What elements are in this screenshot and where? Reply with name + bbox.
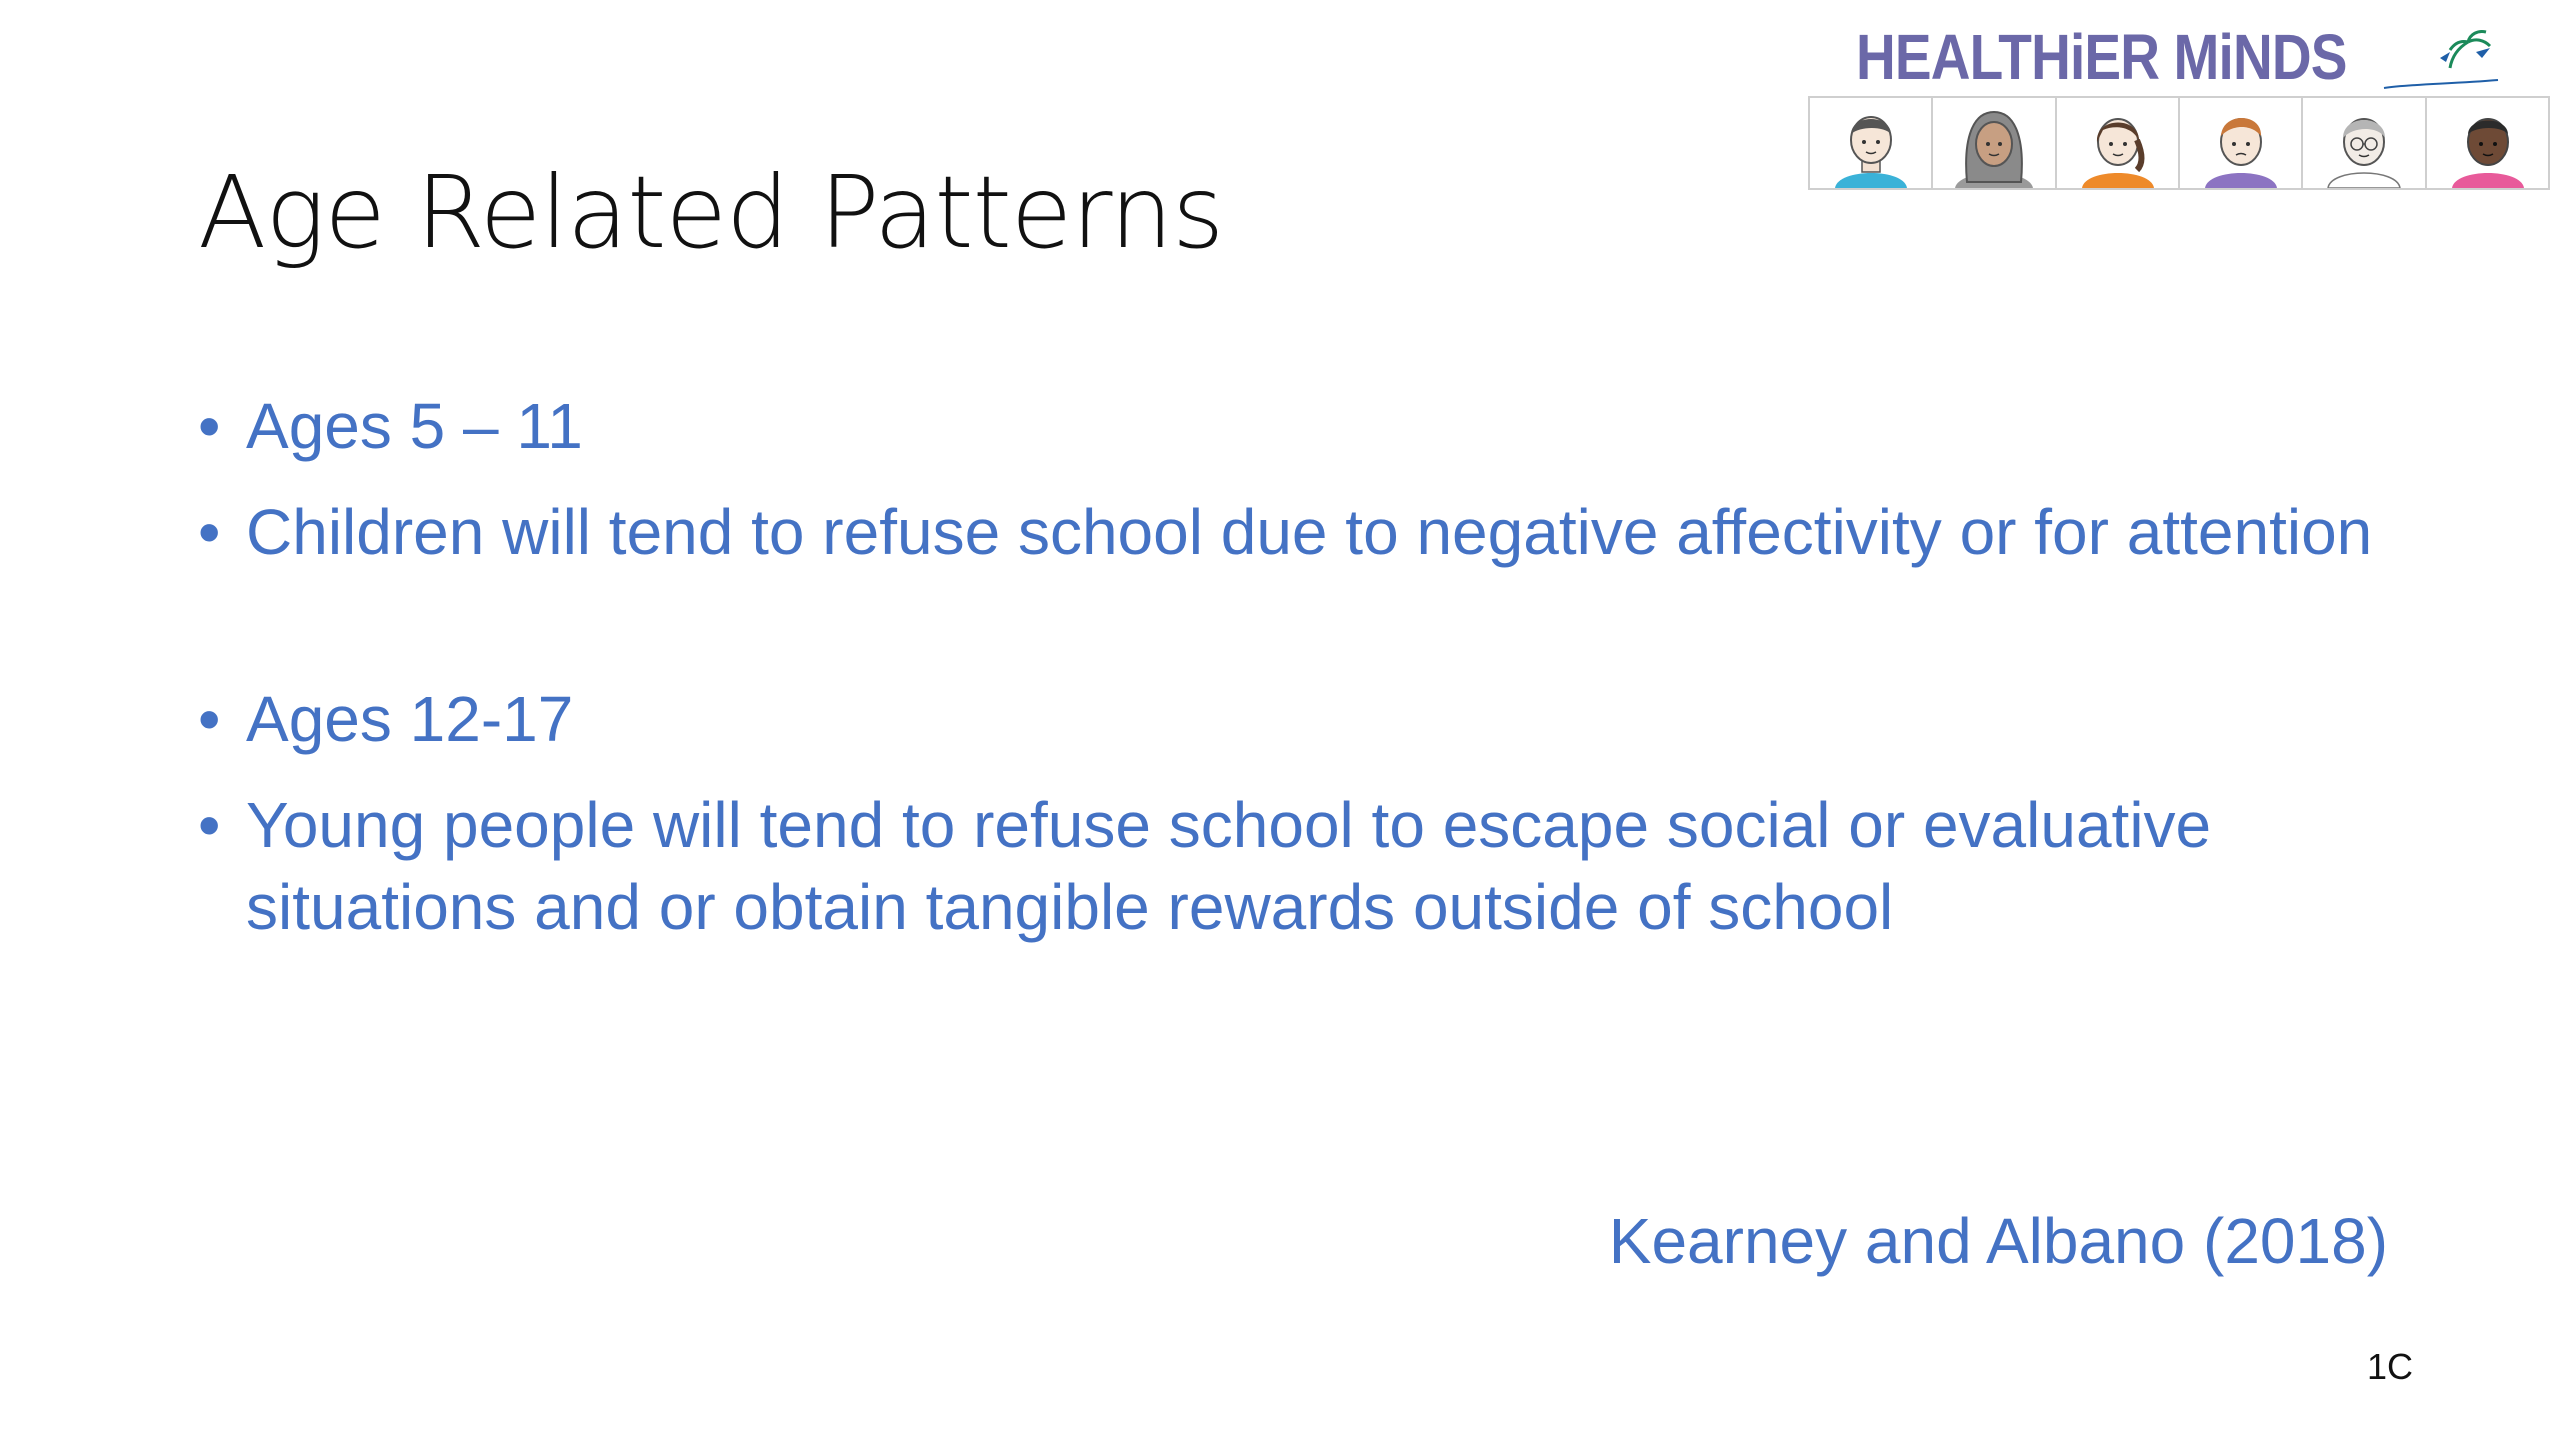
bullet-item — [198, 678, 2428, 760]
slide-number: 1C — [2366, 1346, 2414, 1387]
bullet-dot: • — [198, 390, 221, 462]
bullet-dot: • — [198, 789, 221, 861]
bullet-item — [198, 491, 2428, 573]
girl-long-hair-face-icon — [1933, 98, 2056, 188]
bullet-dot: • — [198, 683, 221, 755]
east-renfrewshire-logo-icon — [2380, 28, 2505, 98]
bullet-text: Ages 5 – 11 — [246, 390, 583, 462]
bullet-item — [198, 784, 2428, 948]
bullet-list — [198, 385, 2428, 972]
bullet-text: Ages 12-17 — [246, 683, 574, 755]
boy-face-icon — [1810, 98, 1933, 188]
glasses-face-icon — [2303, 98, 2426, 188]
slide-title: Age Related Patterns — [198, 154, 1224, 271]
faces-strip — [1808, 96, 2550, 190]
boy-ginger-face-icon — [2180, 98, 2303, 188]
healthier-minds-logo — [1808, 18, 2550, 193]
bullet-item — [198, 385, 2428, 467]
boy-dark-face-icon — [2427, 98, 2548, 188]
girl-face-icon — [2057, 98, 2180, 188]
bullet-text: Children will tend to refuse school due to negative affectivity or for attention — [246, 496, 2373, 568]
logo-wordmark: HEALTHiER MiNDS — [1856, 21, 2347, 93]
citation: Kearney and Albano (2018) — [1608, 1205, 2388, 1277]
bullet-text: Young people will tend to refuse school to escape social or evaluative situations and or obtain tangible rewards outside of school — [246, 789, 2212, 943]
bullet-dot: • — [198, 496, 221, 568]
